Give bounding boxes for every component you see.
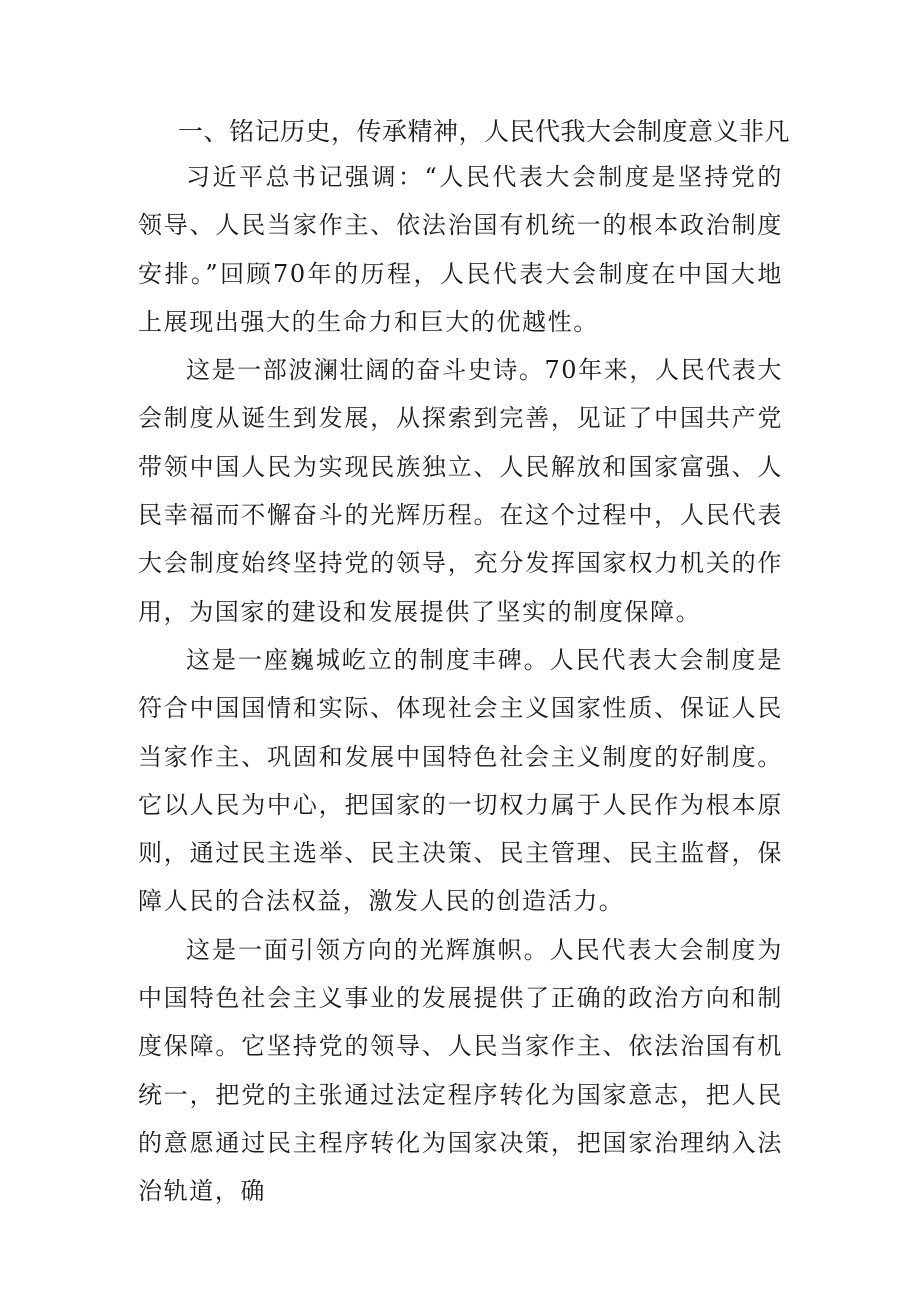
paragraph-intro-quote: 习近平总书记强调：“人民代表大会制度是坚持党的领导、人民当家作主、依法治国有机统一的根本政治制度安排。”回顾70年的历程，人民代表大会制度在中国大地上展现出强大的生命力和巨大的优越性。 xyxy=(138,163,783,336)
paragraph-guiding-banner: 这是一面引领方向的光辉旗帜。人民代表大会制度为中国特色社会主义事业的发展提供了正确的政治方向和制度保障。它坚持党的领导、人民当家作主、依法治国有机统一，把党的主张通过法定程序转化为国家意志，把人民的意愿通过民主程序转化为国家决策，把国家治理纳入法治轨道，确 xyxy=(138,935,783,1206)
section-heading: 一、铭记历史，传承精神，人民代我大会制度意义非凡 xyxy=(178,117,791,146)
paragraph-institutional-monument: 这是一座巍城屹立的制度丰碑。人民代表大会制度是符合中国国情和实际、体现社会主义国家性质、保证人民当家作主、巩固和发展中国特色社会主义制度的好制度。它以人民为中心，把国家的一切权力属于人民作为根本原则，通过民主选举、民主决策、民主管理、民主监督，保障人民的合法权益，激发人民的创造活力。 xyxy=(138,645,783,916)
document-body xyxy=(138,153,783,1216)
paragraph-struggle-epic: 这是一部波澜壮阔的奋斗史诗。70年来，人民代表大会制度从诞生到发展，从探索到完善，见证了中国共产党带领中国人民为实现民族独立、人民解放和国家富强、人民幸福而不懈奋斗的光辉历程。在这个过程中，人民代表大会制度始终坚持党的领导，充分发挥国家权力机关的作用，为国家的建设和发展提供了坚实的制度保障。 xyxy=(138,356,783,626)
